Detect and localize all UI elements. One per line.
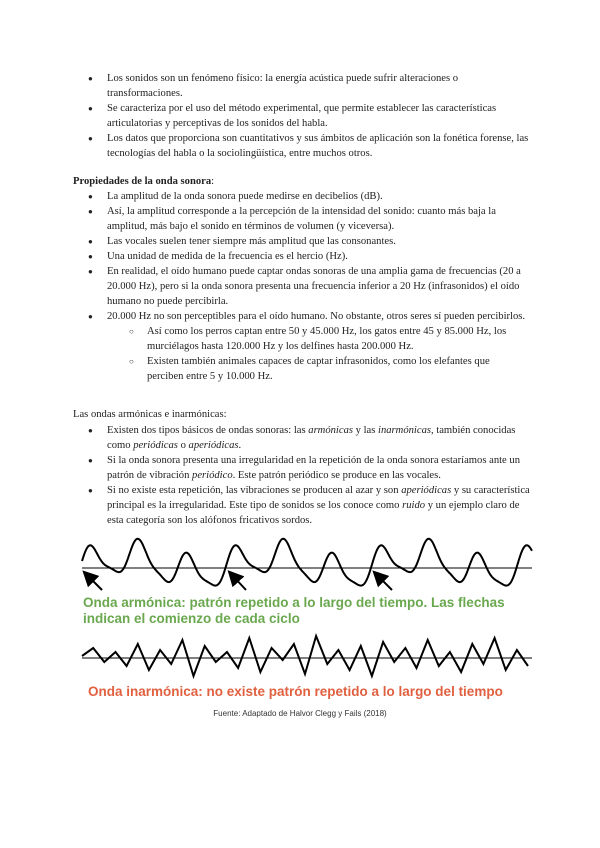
emphasis: aperiódicas bbox=[401, 485, 452, 496]
text-run: Si la onda sonora presenta una irregularidad en la repetición de la onda sonora estaríamos ante un patrón de vibración bbox=[107, 455, 521, 481]
sub-list-item: ○ Existen también animales capaces de captar infrasonidos, como los elefantes que perciben entre 5 y 10.000 Hz. bbox=[0, 354, 600, 384]
list-item: ● En realidad, el oído humano puede captar ondas sonoras de una amplia gama de frecuencias (20 a 20.000 Hz), pero si la onda sonora presenta una frecuencia inferior a 20 Hz (infrasonidos) el oído humano no puede percibirla. bbox=[0, 264, 600, 309]
text-run: Si no existe esta repetición, las vibraciones se producen al azar y son bbox=[107, 485, 402, 496]
harmonic-caption: Onda armónica: patrón repetido a lo largo del tiempo. Las flechas indican el comienzo de cada ciclo bbox=[83, 595, 505, 626]
text-run: y las bbox=[353, 425, 379, 436]
emphasis: periódicas bbox=[133, 440, 178, 451]
list-item: ● Los sonidos son un fenómeno físico: la energía acústica puede sufrir alteraciones o transformaciones. bbox=[0, 71, 600, 101]
figure-source: Fuente: Adaptado de Halvor Clegg y Fails (2018) bbox=[213, 709, 387, 718]
inharmonic-caption: Onda inarmónica: no existe patrón repetido a lo largo del tiempo bbox=[88, 684, 503, 699]
text-run: , también conocidas como bbox=[107, 425, 516, 451]
text-run: . bbox=[238, 440, 242, 451]
cycle-start-arrow-3 bbox=[378, 576, 392, 590]
cycle-start-arrow-1 bbox=[88, 576, 102, 590]
list-item: ● 20.000 Hz no son perceptibles para el oído humano. No obstante, otros seres sí pueden percibirlos. bbox=[0, 309, 600, 324]
list-item: ● Las vocales suelen tener siempre más amplitud que las consonantes. bbox=[0, 234, 600, 249]
text-run: y su característica principal es la irregularidad. Este tipo de sonidos se los conoce como bbox=[107, 485, 530, 511]
text-run: y un ejemplo claro de esta categoría son los alófonos fricativos sordos. bbox=[107, 500, 520, 526]
text-run: . Este patrón periódico se produce en las vocales. bbox=[232, 470, 441, 481]
list-item: ● La amplitud de la onda sonora puede medirse en decibelios (dB). bbox=[0, 189, 600, 204]
waves-heading: Las ondas armónicas e inarmónicas: bbox=[73, 409, 227, 420]
emphasis: ruido bbox=[402, 500, 426, 511]
emphasis: periódico bbox=[192, 470, 233, 481]
text-run: o bbox=[177, 440, 189, 451]
sub-list-item: ○ Así como los perros captan entre 50 y 45.000 Hz, los gatos entre 45 y 85.000 Hz, los murciélagos hasta 120.000 Hz y los delfines hasta 200.000 Hz. bbox=[0, 324, 600, 354]
harmonic-wave bbox=[82, 539, 532, 586]
emphasis: armónicas bbox=[308, 425, 353, 436]
list-item: ● Así, la amplitud corresponde a la percepción de la intensidad del sonido: cuanto más baja la amplitud, más bajo el sonido en términos de volumen (y viceversa). bbox=[0, 204, 600, 234]
emphasis: inarmónicas bbox=[378, 425, 431, 436]
cycle-start-arrow-2 bbox=[233, 576, 246, 590]
inharmonic-wave bbox=[82, 636, 528, 676]
properties-heading-colon: : bbox=[211, 176, 215, 187]
properties-heading-text: Propiedades de la onda sonora bbox=[73, 176, 212, 187]
list-item: ● Los datos que proporciona son cuantitativos y sus ámbitos de aplicación son la fonética forense, las tecnologías del habla o la sociolingüística, entre muchos otros. bbox=[0, 131, 600, 161]
list-item: ● Se caracteriza por el uso del método experimental, que permite establecer las características articulatorias y perceptivas de los sonidos del habla. bbox=[0, 101, 600, 131]
text-run: Existen dos tipos básicos de ondas sonoras: las bbox=[107, 425, 309, 436]
list-item: ● Una unidad de medida de la frecuencia es el hercio (Hz). bbox=[0, 249, 600, 264]
emphasis: aperiódicas bbox=[188, 440, 239, 451]
